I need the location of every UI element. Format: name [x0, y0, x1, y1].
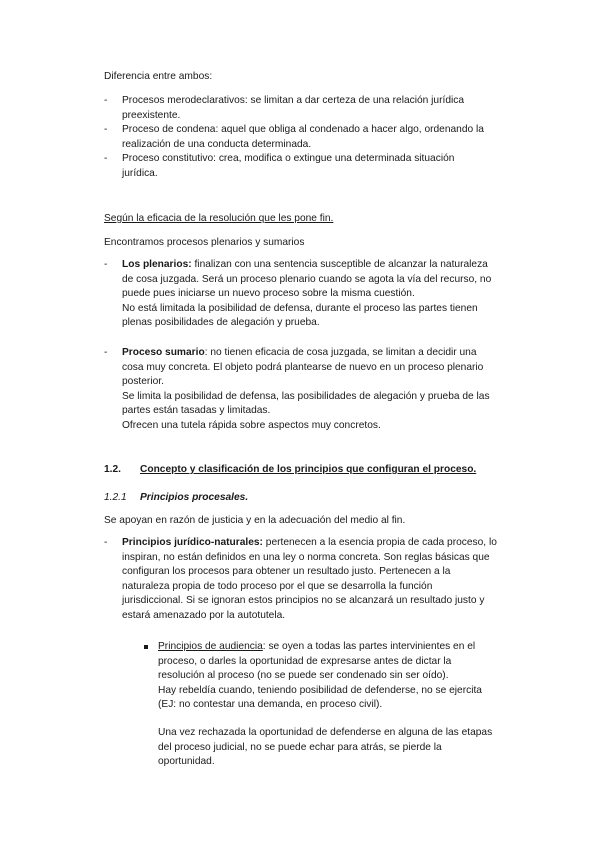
- sub-item-audiencia: [158, 640, 524, 713]
- list-item-line: estará amenazado por la autotutela.: [122, 609, 286, 621]
- list-item-line: Proceso de condena: aquel que obliga al condenado a hacer algo, ordenando la: [122, 124, 484, 135]
- section-title: Según la eficacia de la resolución que les pone fin.: [104, 213, 334, 224]
- sub-item-line: Una vez rechazada la oportunidad de defenderse en alguna de las etapas: [158, 727, 493, 738]
- term-rest: finalizan con una sentencia susceptible de alcanzar la naturaleza: [191, 259, 488, 270]
- list-item-line: inspiran, no están definidos en una ley o norma concreta. Son reglas básicas que: [122, 551, 490, 563]
- sub-item-line: resolución al proceso (no se puede ser condenado sin ser oído).: [158, 670, 449, 682]
- term-plenarios: Los plenarios:: [122, 259, 192, 270]
- list-item-line: cosa muy concreta. El objeto podrá plantearse de nuevo en un proceso plenario: [122, 361, 484, 373]
- list-item-line: realización de una conducta determinada.: [122, 138, 312, 150]
- list-item-line: plenas posibilidades de alegación y prueba.: [122, 317, 320, 329]
- list-item-line: de cosa juzgada. Será un proceso plenario cuando se agota la vía del recurso, no: [122, 273, 492, 285]
- list-item-line: jurídica.: [122, 167, 158, 179]
- bullet-dash: -: [104, 153, 108, 164]
- list-item-line: [122, 346, 524, 361]
- term-audiencia: Principios de audiencia: [158, 641, 263, 652]
- bullet-dash: -: [104, 537, 108, 548]
- square-bullet-icon: [144, 645, 148, 649]
- sub-item-line: oportunidad.: [158, 756, 215, 768]
- subheading-title: Principios procesales.: [140, 492, 249, 503]
- term-rest: : se oyen a todas las partes intervinientes en el: [262, 641, 476, 652]
- list-item-line: [122, 258, 524, 273]
- term-juridico-naturales: Principios jurídico-naturales:: [122, 537, 263, 548]
- list-item-line: naturaleza propia de todo proceso por el que se desarrolla la función: [122, 580, 433, 592]
- list-item-line: Ofrecen una tutela rápida sobre aspectos muy concretos.: [122, 419, 381, 431]
- principios-intro: Se apoyan en razón de justicia y en la adecuación del medio al fin.: [104, 515, 406, 526]
- intro-text: Diferencia entre ambos:: [104, 71, 213, 82]
- term-rest: : no tienen eficacia de cosa juzgada, se limitan a decidir una: [204, 347, 477, 358]
- list-item-line: puede pues iniciarse un nuevo proceso sobre la misma cuestión.: [122, 288, 415, 300]
- subheading-number: 1.2.1: [104, 492, 127, 503]
- list-item-line: Proceso constitutivo: crea, modifica o extingue una determinada situación: [122, 153, 455, 164]
- list-item-line: configuran los procesos para obtener un resultado justo. Pertenecen a la: [122, 566, 451, 578]
- bullet-dash: -: [104, 347, 108, 358]
- bullet-dash: -: [104, 124, 108, 135]
- term-rest: pertenecen a la esencia propia de cada proceso, lo: [262, 537, 497, 548]
- sub-item-line: del proceso judicial, no se puede echar para atrás, se pierde la: [158, 741, 442, 753]
- sub-item-line: proceso, o darles la oportunidad de expresarse antes de dictar la: [158, 655, 452, 667]
- list-item-line: No está limitada la posibilidad de defensa, durante el proceso las partes tienen: [122, 302, 478, 314]
- list-item-line: Se limita la posibilidad de defensa, las posibilidades de alegación y prueba de las: [122, 390, 490, 402]
- section-intro: Encontramos procesos plenarios y sumarios: [104, 237, 305, 248]
- sub-item-paragraph: [158, 726, 524, 770]
- sub-item-line: (EJ: no contestar una demanda, en proceso civil).: [158, 699, 383, 711]
- list-item-line: [122, 536, 524, 551]
- list-item-line: posterior.: [122, 376, 164, 388]
- heading-number: 1.2.: [104, 464, 121, 475]
- list-item-line: partes están tasadas y limitadas.: [122, 405, 271, 417]
- sub-item-line: [158, 640, 524, 655]
- list-item-line: jurisdiccional. Si se ignoran estos principios no se alcanzará un resultado justo y: [122, 595, 485, 607]
- bullet-dash: -: [104, 95, 108, 106]
- bullet-dash: -: [104, 259, 108, 270]
- term-sumario: Proceso sumario: [122, 347, 205, 358]
- list-item-line: Procesos merodeclarativos: se limitan a dar certeza de una relación jurídica: [122, 95, 465, 106]
- heading-title: Concepto y clasificación de los principios que configuran el proceso.: [140, 464, 477, 475]
- list-item-line: preexistente.: [122, 109, 181, 121]
- sub-item-line: Hay rebeldía cuando, teniendo posibilidad de defenderse, no se ejercita: [158, 684, 482, 696]
